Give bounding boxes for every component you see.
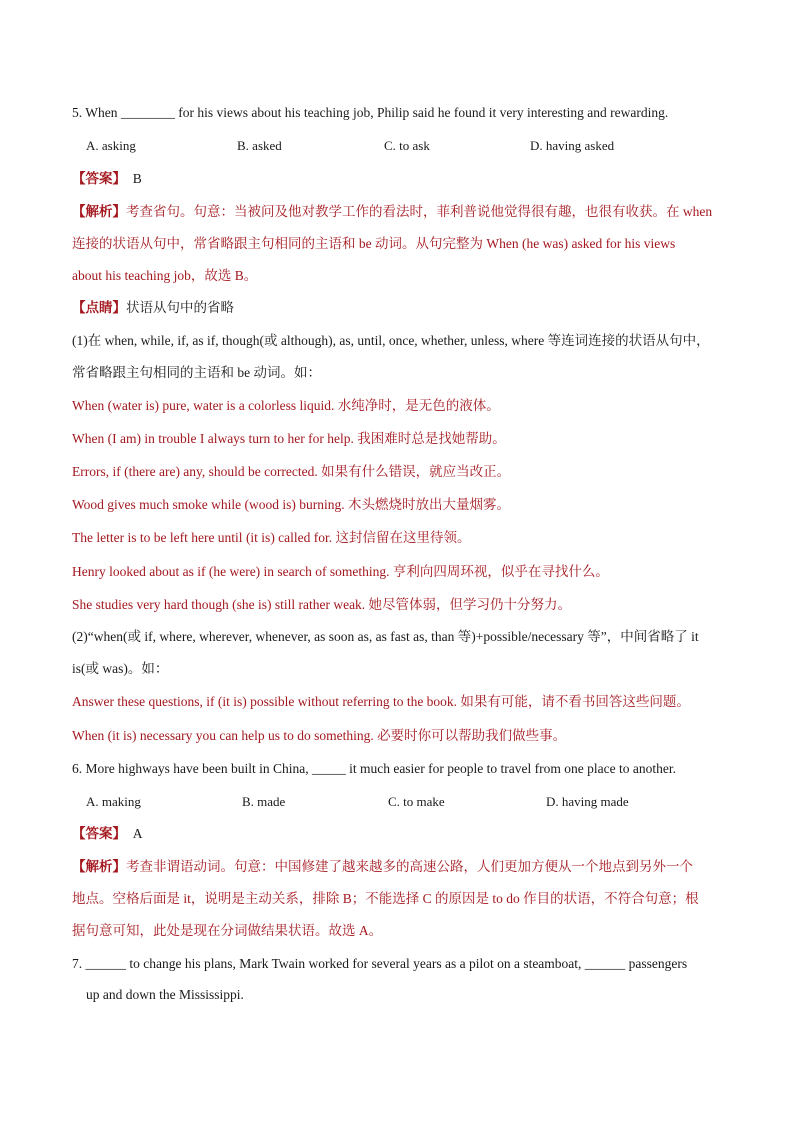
q6-answer-row [72,825,732,843]
q5-option-c: C. to ask [384,138,430,153]
q5-analysis-line-3: about his teaching job，故选 B。 [72,268,258,283]
example-4: Wood gives much smoke while (wood is) burning. 木头燃烧时放出大量烟雾。 [72,497,511,512]
example-6: Henry looked about as if (he were) in search of something. 亨利向四周环视，似乎在寻找什么。 [72,564,609,579]
q5-answer-tag: 【答案】 [72,171,126,187]
q6-analysis-line-2: 地点。空格后面是 it，说明是主动关系，排除 B；不能选择 C 的原因是 to do 作目的状语，不符合句意；根 [72,891,699,906]
q7-stem-line-1: 7. ______ to change his plans, Mark Twain worked for several years as a pilot on a steamboat, ______ passengers [72,956,688,971]
q6-option-c: C. to make [388,794,445,809]
example-5: The letter is to be left here until (it is) called for. 这封信留在这里待领。 [72,530,471,545]
q5-tip-rule1-line-1: (1)在 when, while, if, as if, though(或 although), as, until, once, whether, unless, where 等连词连接的状语从句中， [72,333,710,348]
q5-option-a: A. asking [86,138,136,153]
q6-analysis-tag: 【解析】 [72,859,126,875]
example-3: Errors, if (there are) any, should be corrected. 如果有什么错误，就应当改正。 [72,464,511,479]
q5-tip-rule2-line-2: is(或 was)。如： [72,661,169,676]
q5-tip-tag: 【点睛】 [72,300,126,316]
q5-tip-row [72,299,732,317]
example-7: She studies very hard though (she is) still rather weak. 她尽管体弱，但学习仍十分努力。 [72,597,572,612]
q5-answer-value: B [132,171,142,186]
q6-option-a: A. making [86,794,141,809]
example-8: Answer these questions, if (it is) possible without referring to the book. 如果有可能，请不看书回答这些问题。 [72,694,690,709]
q6-option-d: D. having made [546,794,629,809]
q6-answer-value: A [132,826,143,841]
q5-analysis-line-1: 【解析】考查省句。句意：当被问及他对教学工作的看法时，菲利普说他觉得很有趣，也很有收获。在 when [72,204,713,220]
q5-tip-title: 状语从句中的省略 [126,300,234,315]
q6-analysis-line-3: 据句意可知，此处是现在分词做结果状语。故选 A。 [72,923,383,938]
q5-option-b: B. asked [237,138,282,153]
q5-option-d: D. having asked [530,138,615,153]
example-9: When (it is) necessary you can help us to do something. 必要时你可以帮助我们做些事。 [72,728,567,743]
q7-stem-line-2: up and down the Mississippi. [86,987,244,1002]
q5-analysis-line-2: 连接的状语从句中，常省略跟主句相同的主语和 be 动词。从句完整为 When (he was) asked for his views [72,236,676,251]
example-2: When (I am) in trouble I always turn to her for help. 我困难时总是找她帮助。 [72,431,506,446]
q6-answer-tag: 【答案】 [72,826,126,842]
q6-option-b: B. made [242,794,286,809]
q5-tip-rule2-line-1: (2)“when(或 if, where, wherever, whenever, as soon as, as fast as, than 等)+possible/necessary 等”，中间省略了 it [72,629,699,644]
q5-tip-rule1-line-2: 常省略跟主句相同的主语和 be 动词。如： [72,365,321,380]
q5-answer-row [72,170,732,188]
q6-stem: 6. More highways have been built in China, _____ it much easier for people to travel from one place to another. [72,761,676,776]
example-1: When (water is) pure, water is a colorless liquid. 水纯净时，是无色的液体。 [72,398,500,413]
q5-stem: 5. When ________ for his views about his teaching job, Philip said he found it very interesting and rewarding. [72,105,669,120]
q6-analysis-line-1: 【解析】考查非谓语动词。句意：中国修建了越来越多的高速公路，人们更加方便从一个地点到另外一个 [72,859,693,875]
q5-analysis-tag: 【解析】 [72,204,126,220]
